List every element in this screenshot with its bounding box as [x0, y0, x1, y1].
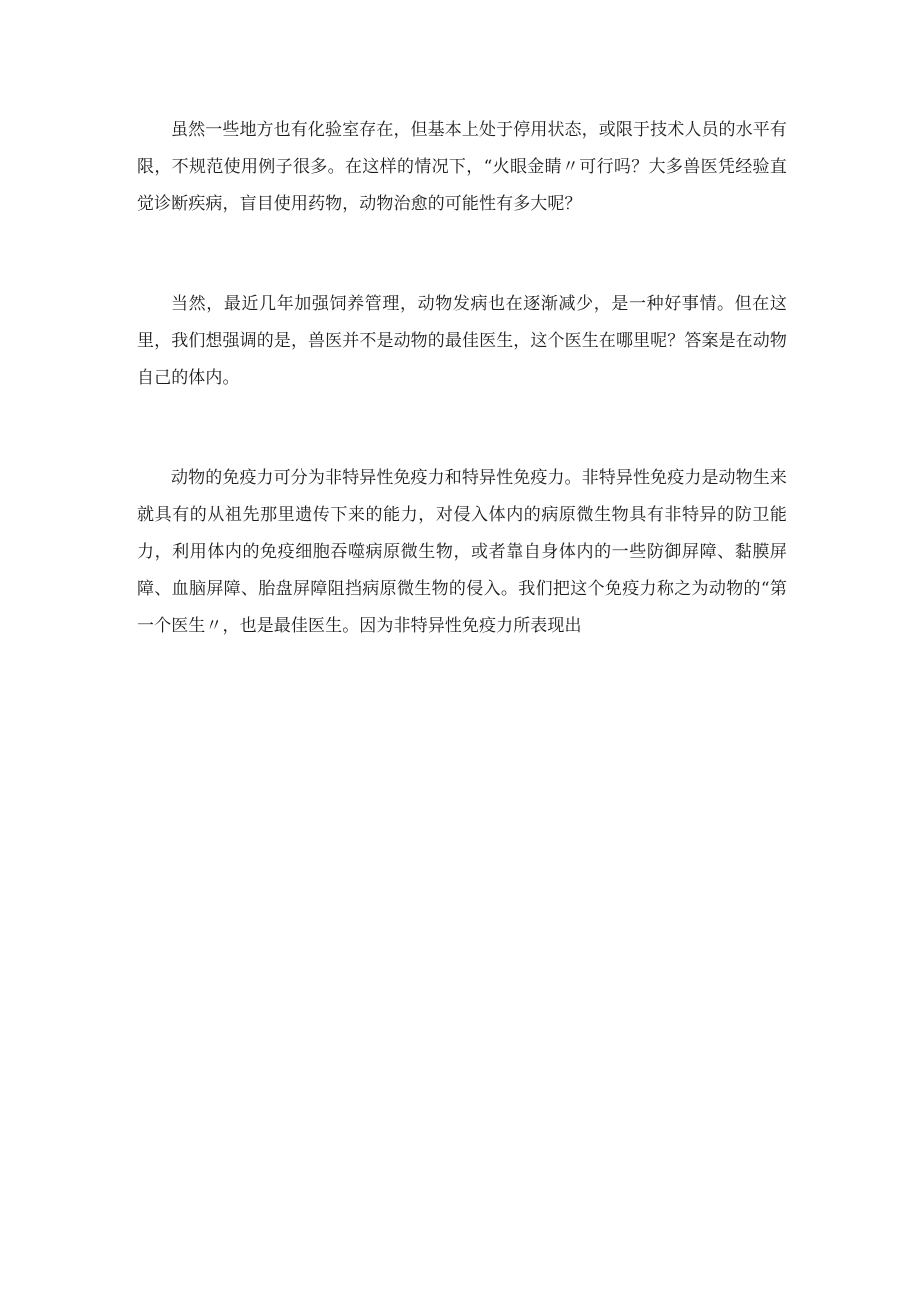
document-body [137, 112, 787, 645]
paragraph-best-doctor: 当然，最近几年加强饲养管理，动物发病也在逐渐减少，是一种好事情。但在这里，我们想强调的是，兽医并不是动物的最佳医生，这个医生在哪里呢？答案是在动物自己的体内。 [137, 294, 787, 388]
paragraph-immunity: 动物的免疫力可分为非特异性免疫力和特异性免疫力。非特异性免疫力是动物生来就具有的从祖先那里遗传下来的能力，对侵入体内的病原微生物具有非特异的防卫能力，利用体内的免疫细胞吞噬病原微生物，或者靠自身体内的一些防御屏障、黏膜屏障、血脑屏障、胎盘屏障阻挡病原微生物的侵入。我们把这个免疫力称之为动物的“第一个医生〃，也是最佳医生。因为非特异性免疫力所表现出 [137, 468, 787, 636]
paragraph-lab-usage: 虽然一些地方也有化验室存在，但基本上处于停用状态，或限于技术人员的水平有限，不规范使用例子很多。在这样的情况下，“火眼金睛〃可行吗？大多兽医凭经验直觉诊断疾病，盲目使用药物，动物治愈的可能性有多大呢？ [137, 120, 787, 214]
